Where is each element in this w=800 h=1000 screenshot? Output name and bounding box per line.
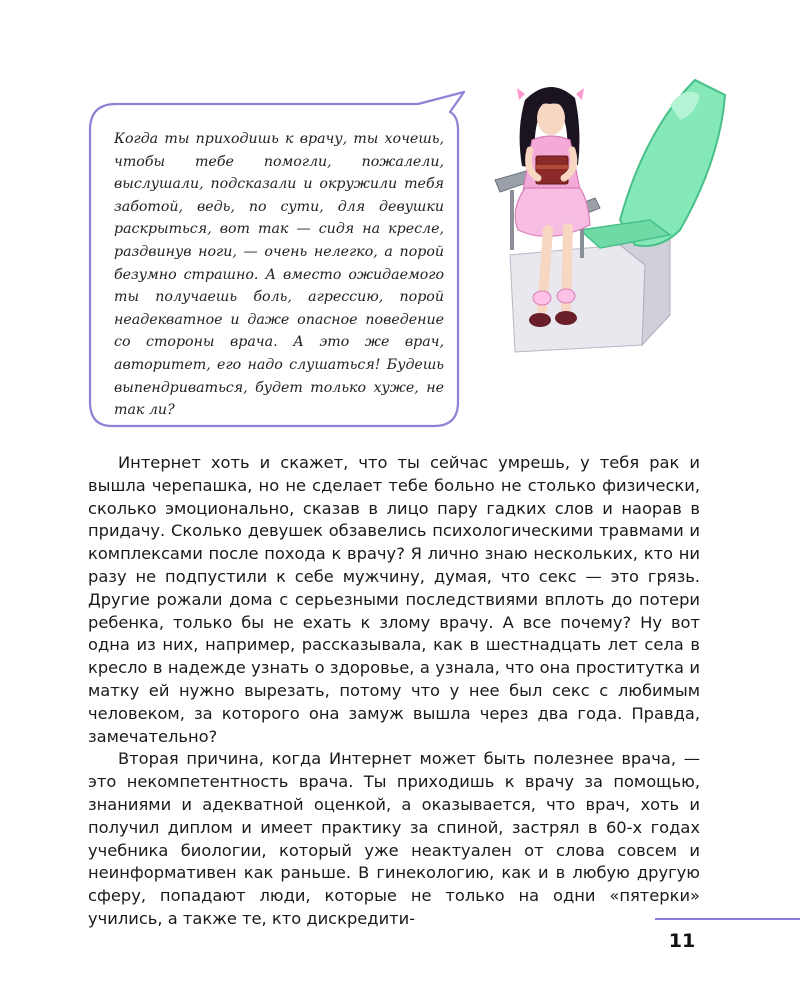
speech-bubble-paragraph: Когда ты приходишь к врачу, ты хочешь, чтобы тебе помогли, пожалели, выслушали, подсказали и окружили тебя заботой, ведь, по сути, для девушки раскрыться, вот так — сидя на кресле, раздвинув ноги, — очень нелегко, а порой безумно страшно. А вместо ожидаемого ты получаешь боль, агрессию, порой неадекватное и даже опасное поведение со стороны врача. А это же врач, авторитет, его надо слушаться! Будешь выпендриваться, будет только хуже, не так ли? (114, 131, 444, 419)
body-paragraph: Интернет хоть и скажет, что ты сейчас умрешь, у тебя рак и вышла черепашка, но не сделает тебе больно не столько физически, сколько эмоционально, сказав в лицо пару гадких слов и наорав в придачу. Сколько девушек обзавелись психологическими травмами и комплексами после похода к врачу? Я лично знаю нескольких, кто ни разу не подпустили к себе мужчину, думая, что секс — это грязь. Другие рожали дома с серьезными последствиями вплоть до потери ребенка, только бы не ехать к злому врачу. А все почему? Ну вот одна из них, например, рассказывала, как в шестнадцать лет села в кресло в надежде узнать о здоровье, а узнала, что она проститутка и матку ей нужно вырезать, потому что у нее был секс с любимым человеком, за которого она замуж вышла через два года. Правда, замечательно? (88, 453, 700, 746)
chair-back (580, 80, 725, 248)
page-number: 11 (668, 930, 696, 952)
chair-base (510, 230, 670, 352)
girl-on-chair-illustration (470, 70, 740, 360)
main-body-text (88, 452, 700, 931)
footer-rule (655, 918, 800, 920)
speech-bubble-text (114, 128, 444, 422)
body-paragraph: Вторая причина, когда Интернет может быть полезнее врача, — это некомпетентность врача. Ты приходишь к врачу за помощью, знаниями и адекватной оценкой, а оказывается, что врач, хоть и получил диплом и имеет практику за спиной, застрял в 60-х годах учебника биологии, который уже неактуален от слова совсем и неинформативен как раньше. В гинекологию, как и в любую другую сферу, попадают люди, которые не только на одни «пятерки» учились, а также те, кто дискредити- (88, 749, 700, 928)
